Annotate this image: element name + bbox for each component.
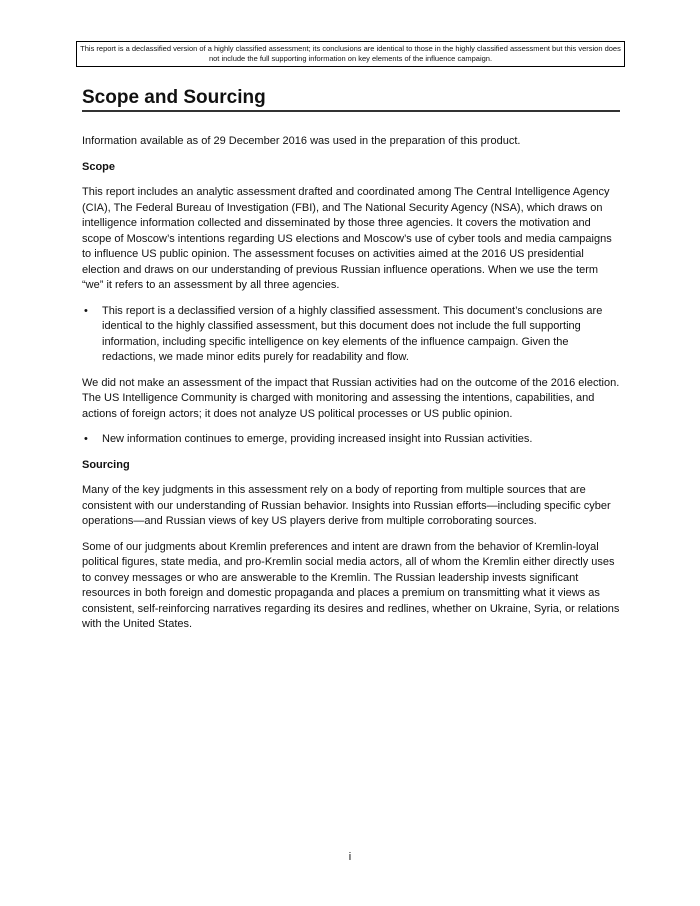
classification-banner: This report is a declassified version of a highly classified assessment; its conclusions are identical to those in the highly classified assessment but this version does not include the full supporting information on key elements of the influence campaign. — [76, 41, 625, 67]
bullet-text: This report is a declassified version of a highly classified assessment. This document’s conclusions are identical to the highly classified assessment, but this document does not include the full supporting information, including specific intelligence on key elements of the influence campaign. Given the redactions, we made minor edits purely for readability and flow. — [102, 304, 603, 363]
sourcing-heading: Sourcing — [82, 458, 130, 471]
intro-paragraph: Information available as of 29 December 2016 was used in the preparation of this product. — [82, 135, 521, 147]
scope-bullet-list-2 — [82, 432, 622, 448]
list-item — [82, 432, 622, 448]
list-item — [82, 304, 622, 366]
sourcing-paragraph-1: Many of the key judgments in this assessment rely on a body of reporting from multiple sources that are consistent with our understanding of Russian behavior. Insights into Russian efforts—including specific cyber operations—and Russian views of key US players derive from multiple corroborating sources. — [82, 484, 611, 527]
document-body — [82, 134, 622, 643]
scope-paragraph: This report includes an analytic assessment drafted and coordinated among The Central Intelligence Agency (CIA), The Federal Bureau of Investigation (FBI), and The National Security Agency (NSA), which draws on intelligence information collected and disseminated by those three agencies. It covers the motivation and scope of Moscow’s intentions regarding US elections and Moscow’s use of cyber tools and media campaigns to influence US public opinion. The assessment focuses on activities aimed at the 2016 US presidential election and draws on our understanding of previous Russian influence operations. When we use the term “we” it refers to an assessment by all three agencies. — [82, 186, 612, 291]
title-underline — [82, 110, 620, 112]
bullet-text: New information continues to emerge, providing increased insight into Russian activities. — [102, 433, 533, 445]
scope-paragraph-2: We did not make an assessment of the impact that Russian activities had on the outcome of the 2016 election. The US Intelligence Community is charged with monitoring and assessing the intentions, capabilities, and actions of foreign actors; it does not analyze US political processes or US public opinion. — [82, 376, 620, 420]
scope-bullet-list-1 — [82, 304, 622, 366]
bullet-icon: • — [84, 433, 88, 445]
sourcing-paragraph-2: Some of our judgments about Kremlin preferences and intent are drawn from the behavior of Kremlin-loyal political figures, state media, and pro-Kremlin social media actors, all of whom the Kremlin either directly uses to convey messages or who are answerable to the Kremlin. The Russian leadership invests significant resources in both foreign and domestic propaganda and places a premium on transmitting what it views as consistent, self-reinforcing narratives regarding its desires and redlines, whether on Ukraine, Syria, or relations with the United States. — [82, 540, 620, 630]
page-title: Scope and Sourcing — [82, 87, 266, 108]
scope-heading: Scope — [82, 160, 116, 173]
page-number: i — [348, 851, 352, 863]
bullet-icon: • — [84, 304, 88, 317]
